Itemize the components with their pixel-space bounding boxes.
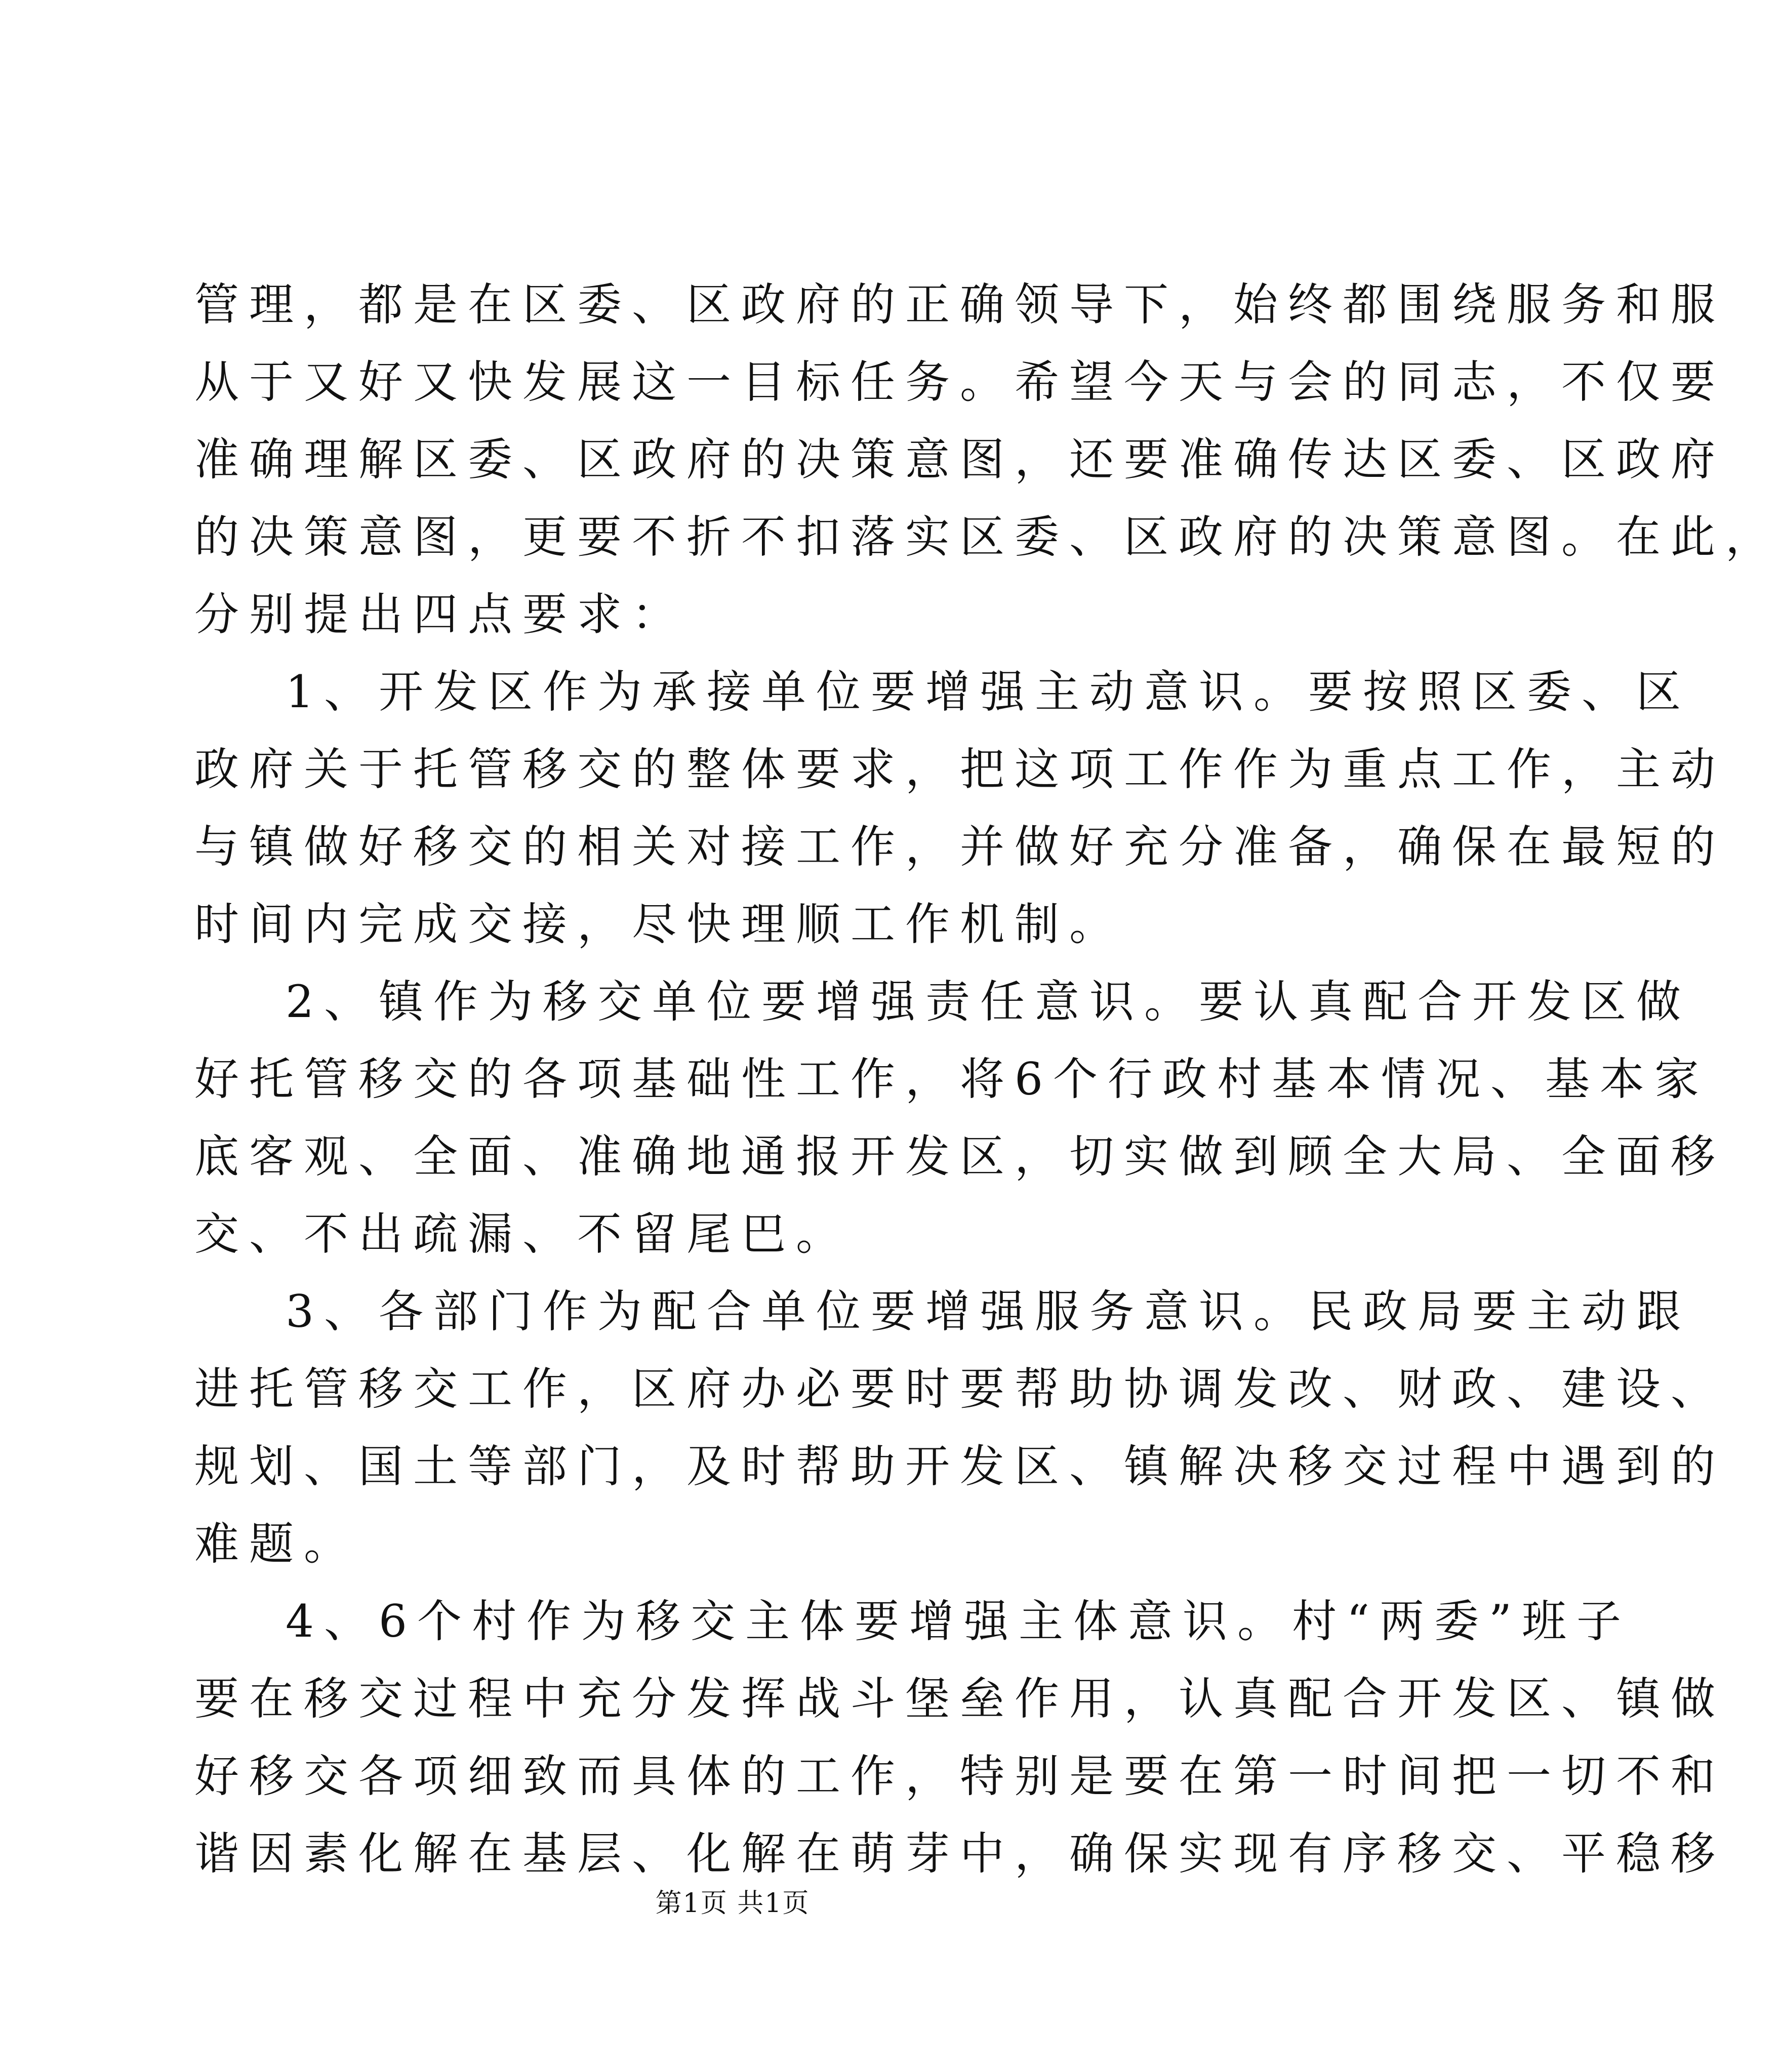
text-line: 时间内完成交接，尽快理顺工作机制。 <box>194 898 1124 950</box>
item-1-line: 1、开发区作为承接单位要增强主动意识。要按照区委、区 <box>286 666 1691 718</box>
text-line: 准确理解区委、区政府的决策意图，还要准确传达区委、区政府 <box>194 433 1726 485</box>
item-2-line: 2、镇作为移交单位要增强责任意识。要认真配合开发区做 <box>286 976 1691 1028</box>
text-line: 进托管移交工作，区府办必要时要帮助协调发改、财政、建设、 <box>194 1363 1726 1415</box>
text-line: 的决策意图，更要不折不扣落实区委、区政府的决策意图。在此， <box>194 511 1780 563</box>
text-line: 分别提出四点要求： <box>194 588 687 640</box>
document-body <box>194 266 1780 1892</box>
text-line: 管理，都是在区委、区政府的正确领导下，始终都围绕服务和服 <box>194 278 1726 331</box>
text-line: 交、不出疏漏、不留尾巴。 <box>194 1208 851 1260</box>
text-line: 要在移交过程中充分发挥战斗堡垒作用，认真配合开发区、镇做 <box>194 1673 1726 1725</box>
text-line: 难题。 <box>194 1518 359 1570</box>
text-line: 与镇做好移交的相关对接工作，并做好充分准备，确保在最短的 <box>194 821 1726 873</box>
text-line: 底客观、全面、准确地通报开发区，切实做到顾全大局、全面移 <box>194 1130 1726 1183</box>
page-number: 第1页 共1页 <box>655 1888 810 1919</box>
text-line: 好移交各项细致而具体的工作，特别是要在第一时间把一切不和 <box>194 1750 1726 1802</box>
text-line: 谐因素化解在基层、化解在萌芽中，确保实现有序移交、平稳移 <box>194 1827 1726 1880</box>
item-3-line: 3、各部门作为配合单位要增强服务意识。民政局要主动跟 <box>286 1285 1691 1337</box>
text-line: 从于又好又快发展这一目标任务。希望今天与会的同志，不仅要 <box>194 356 1726 408</box>
item-4-line: 4、6个村作为移交主体要增强主体意识。村“两委”班子 <box>286 1595 1631 1647</box>
text-line: 好托管移交的各项基础性工作，将6个行政村基本情况、基本家 <box>194 1053 1709 1105</box>
text-line: 政府关于托管移交的整体要求，把这项工作作为重点工作，主动 <box>194 743 1726 795</box>
text-line: 规划、国土等部门，及时帮助开发区、镇解决移交过程中遇到的 <box>194 1440 1726 1492</box>
